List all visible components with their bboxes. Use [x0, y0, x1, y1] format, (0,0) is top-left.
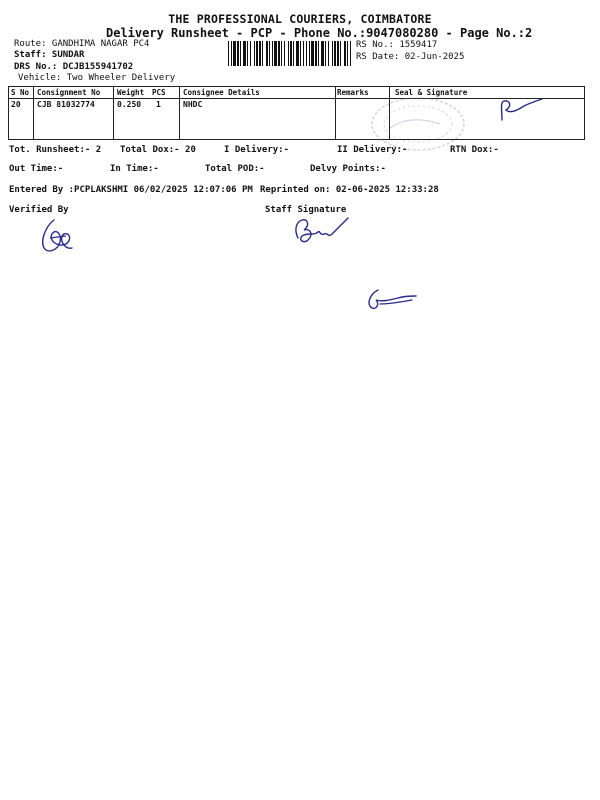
- row-s-no: 20: [11, 100, 21, 109]
- header-weight: Weight: [117, 88, 145, 97]
- staff-signature: [290, 212, 352, 248]
- barcode: [228, 41, 352, 66]
- header-seal-signature: Seal & Signature: [395, 88, 468, 97]
- runsheet-title: Delivery Runsheet - PCP - Phone No.:9047080280 - Page No.:2: [106, 26, 533, 40]
- total-runsheet: Tot. Runsheet:- 2: [9, 145, 102, 155]
- rtn-dox: RTN Dox:-: [450, 145, 499, 155]
- i-delivery: I Delivery:-: [224, 145, 290, 155]
- column-divider: [335, 87, 336, 139]
- row-consignment-no: CJB 81032774: [37, 100, 95, 109]
- route-label: Route: GANDHIMA NAGAR PC4: [14, 39, 150, 49]
- company-title: THE PROFESSIONAL COURIERS, COIMBATORE: [168, 12, 432, 26]
- ii-delivery: II Delivery:-: [337, 145, 408, 155]
- header-consignment-no: Consignment No: [37, 88, 101, 97]
- header-pcs: PCS: [152, 88, 166, 97]
- additional-signature: [360, 284, 420, 314]
- header-s-no: S No: [11, 88, 30, 97]
- header-remarks: Remarks: [337, 88, 369, 97]
- total-dox: Total Dox:- 20: [120, 145, 196, 155]
- vehicle-label: Vehicle: Two Wheeler Delivery: [18, 73, 176, 83]
- total-pod: Total POD:-: [205, 164, 265, 174]
- out-time: Out Time:-: [9, 164, 64, 174]
- in-time: In Time:-: [110, 164, 159, 174]
- seal-signature: [494, 96, 548, 126]
- column-divider: [33, 87, 34, 139]
- row-pcs: 1: [156, 100, 161, 109]
- column-divider: [113, 87, 114, 139]
- barcode-graphic: [228, 41, 352, 66]
- drs-number: DRS No.: DCJB155941702: [14, 62, 134, 72]
- verified-by-label: Verified By: [9, 205, 69, 215]
- verifier-signature: [36, 214, 80, 256]
- column-divider: [179, 87, 180, 139]
- entered-by: Entered By :PCPLAKSHMI 06/02/2025 12:07:06 PM: [9, 185, 253, 195]
- staff-label: Staff: SUNDAR: [14, 50, 85, 60]
- header-consignee-details: Consignee Details: [183, 88, 260, 97]
- rs-date: RS Date: 02-Jun-2025: [356, 52, 465, 62]
- reprinted-on: Reprinted on: 02-06-2025 12:33:28: [260, 185, 439, 195]
- rs-number: RS No.: 1559417: [356, 40, 438, 50]
- delivery-points: Delvy Points:-: [310, 164, 386, 174]
- row-consignee: NHDC: [183, 100, 203, 109]
- row-weight: 0.250: [117, 100, 142, 109]
- staff-signature-label: Staff Signature: [265, 205, 347, 215]
